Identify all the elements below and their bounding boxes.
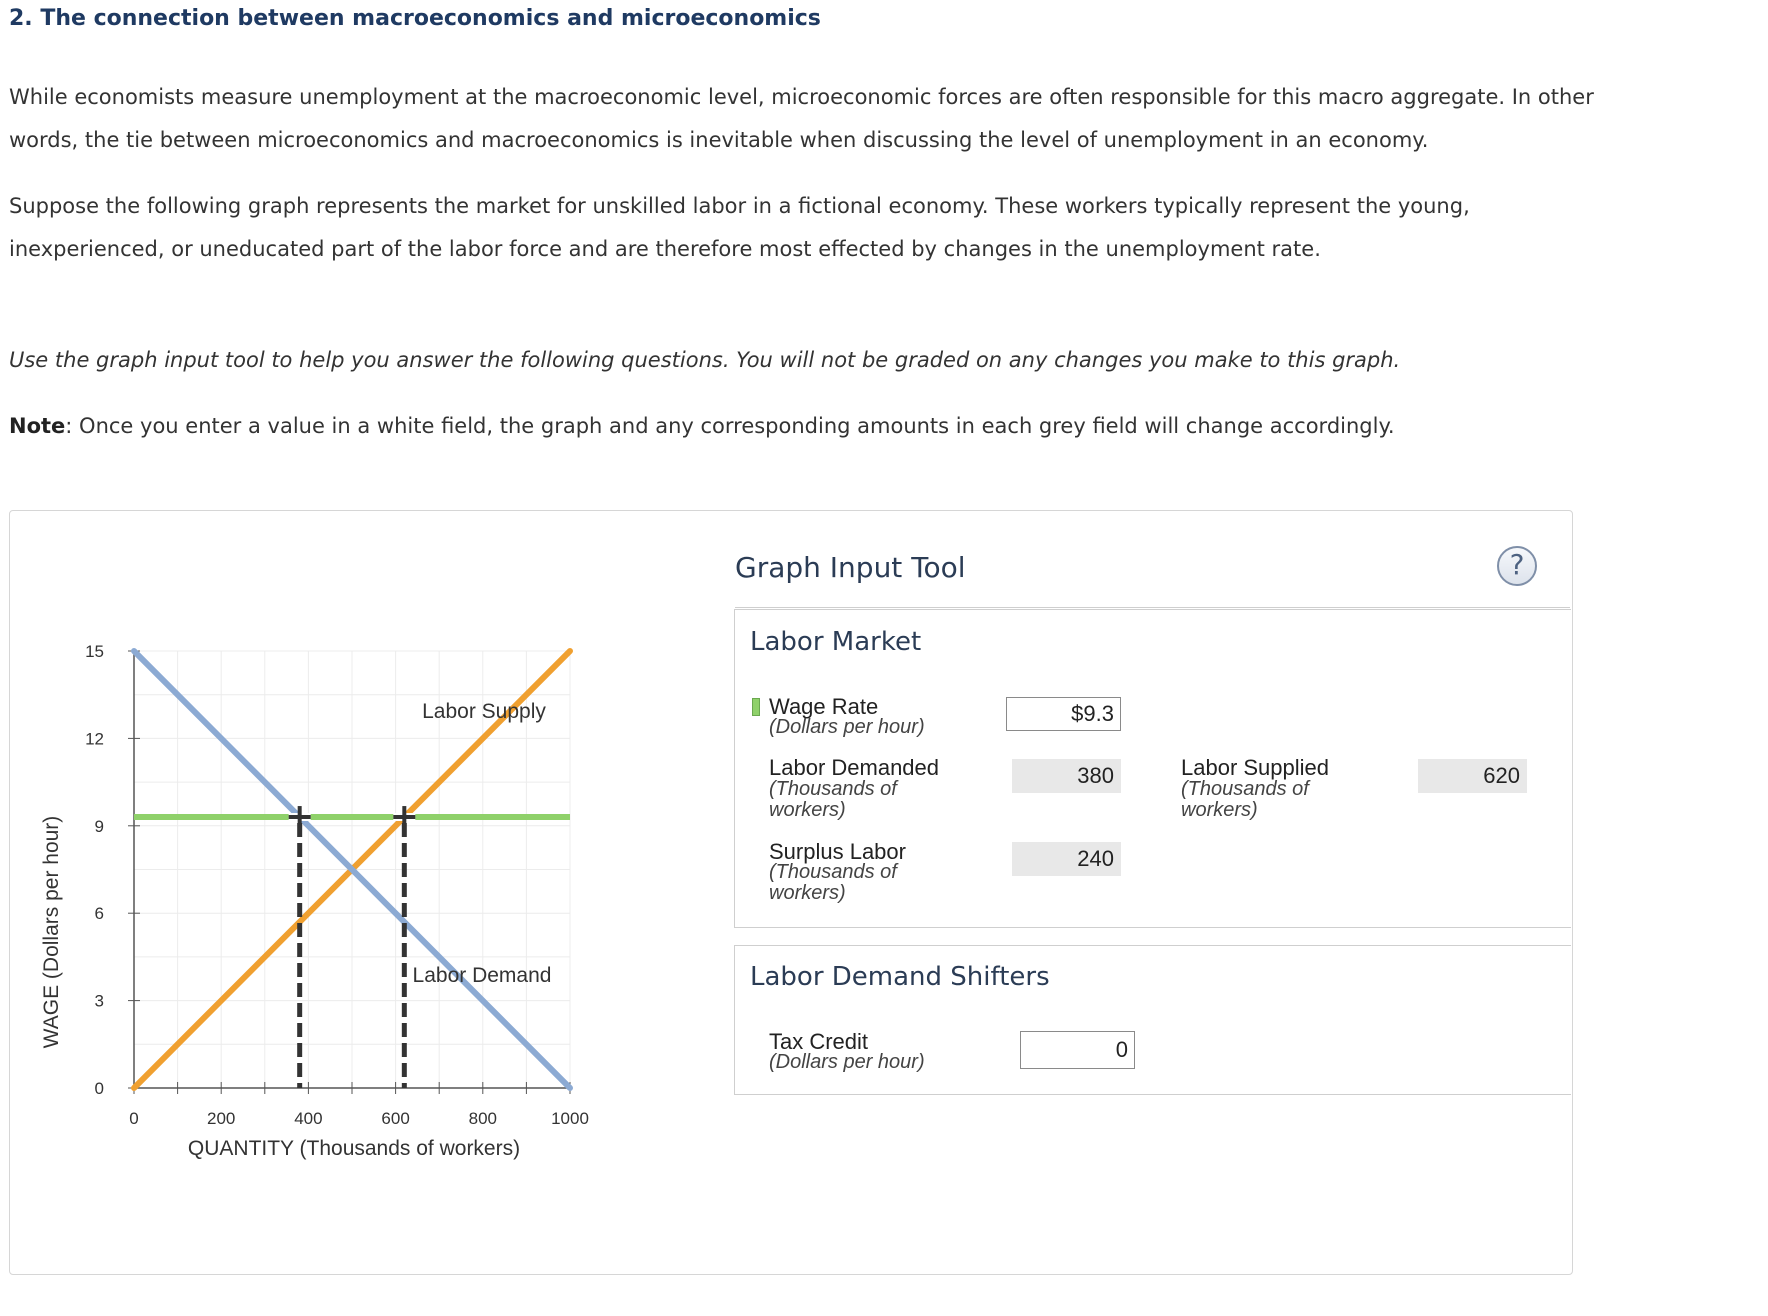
y-tick-label: 3 (94, 991, 104, 1011)
labor-demanded-value: 380 (1012, 759, 1121, 793)
labor-supplied-label: Labor Supplied (1181, 755, 1330, 780)
labor-demanded-units-line-1: (Thousands of (769, 778, 897, 800)
graph-input-tool-title: Graph Input Tool (735, 551, 966, 584)
y-tick-label: 12 (85, 729, 104, 749)
tax-credit-units: (Dollars per hour) (769, 1051, 925, 1073)
note-label: Note (9, 414, 66, 438)
title-divider (735, 607, 1570, 608)
tax-credit-input[interactable]: 0 (1020, 1031, 1135, 1069)
y-tick-label: 15 (85, 642, 104, 661)
intro-line-1: While economists measure unemployment at the macroeconomic level, microeconomic forces are often responsible for this macro aggregate. In other (9, 85, 1594, 109)
y-tick-label: 0 (94, 1079, 104, 1098)
x-tick-label: 0 (129, 1109, 139, 1128)
labor-market-title: Labor Market (750, 627, 922, 657)
labor-supplied-units-line-1: (Thousands of (1181, 778, 1309, 800)
x-axis-title: QUANTITY (Thousands of workers) (187, 1137, 521, 1160)
labor-demand-label: Labor Demand (412, 964, 552, 987)
instruction-text: Use the graph input tool to help you answer the following questions. You will not be graded on any changes you make to this graph. (9, 348, 1401, 372)
labor-supplied-units-line-2: workers) (1181, 799, 1258, 821)
note-body: : Once you enter a value in a white field, the graph and any corresponding amounts in each grey field will change accordingly. (65, 414, 1395, 438)
y-tick-label: 9 (94, 816, 104, 836)
labor-demanded-units-line-2: workers) (769, 799, 846, 821)
x-tick-label: 800 (468, 1109, 497, 1128)
x-tick-label: 400 (294, 1109, 323, 1128)
wage-rate-units: (Dollars per hour) (769, 716, 925, 738)
labor-demand-shifters-title: Labor Demand Shifters (750, 962, 1050, 992)
question-heading: 2. The connection between macroeconomics and microeconomics (9, 6, 821, 31)
scenario-line-2: inexperienced, or uneducated part of the labor force and are therefore most effected by changes in the unemployment rate. (9, 237, 1321, 261)
wage-rate-input[interactable]: $9.3 (1006, 697, 1121, 731)
wage-line-swatch-icon (752, 698, 760, 716)
surplus-labor-units-line-2: workers) (769, 882, 846, 904)
surplus-labor-label: Surplus Labor (769, 839, 906, 864)
scenario-line-1: Suppose the following graph represents the market for unskilled labor in a fictional economy. These workers typically represent the young, (9, 194, 1470, 218)
wage-rate-label: Wage Rate (769, 694, 879, 719)
y-tick-label: 6 (94, 904, 104, 924)
labor-supplied-value: 620 (1418, 759, 1527, 793)
surplus-labor-units-line-1: (Thousands of (769, 861, 897, 883)
help-icon[interactable]: ? (1497, 546, 1537, 586)
intro-line-2: words, the tie between microeconomics and macroeconomics is inevitable when discussing the level of unemployment in an economy. (9, 128, 1429, 152)
labor-demanded-label: Labor Demanded (769, 755, 940, 780)
tax-credit-label: Tax Credit (769, 1029, 869, 1054)
x-tick-label: 600 (381, 1109, 410, 1128)
y-axis-title: WAGE (Dollars per hour) (40, 815, 63, 1049)
x-tick-label: 1000 (551, 1109, 589, 1128)
surplus-labor-value: 240 (1012, 842, 1121, 876)
labor-supply-label: Labor Supply (422, 700, 546, 723)
x-tick-label: 200 (207, 1109, 236, 1128)
